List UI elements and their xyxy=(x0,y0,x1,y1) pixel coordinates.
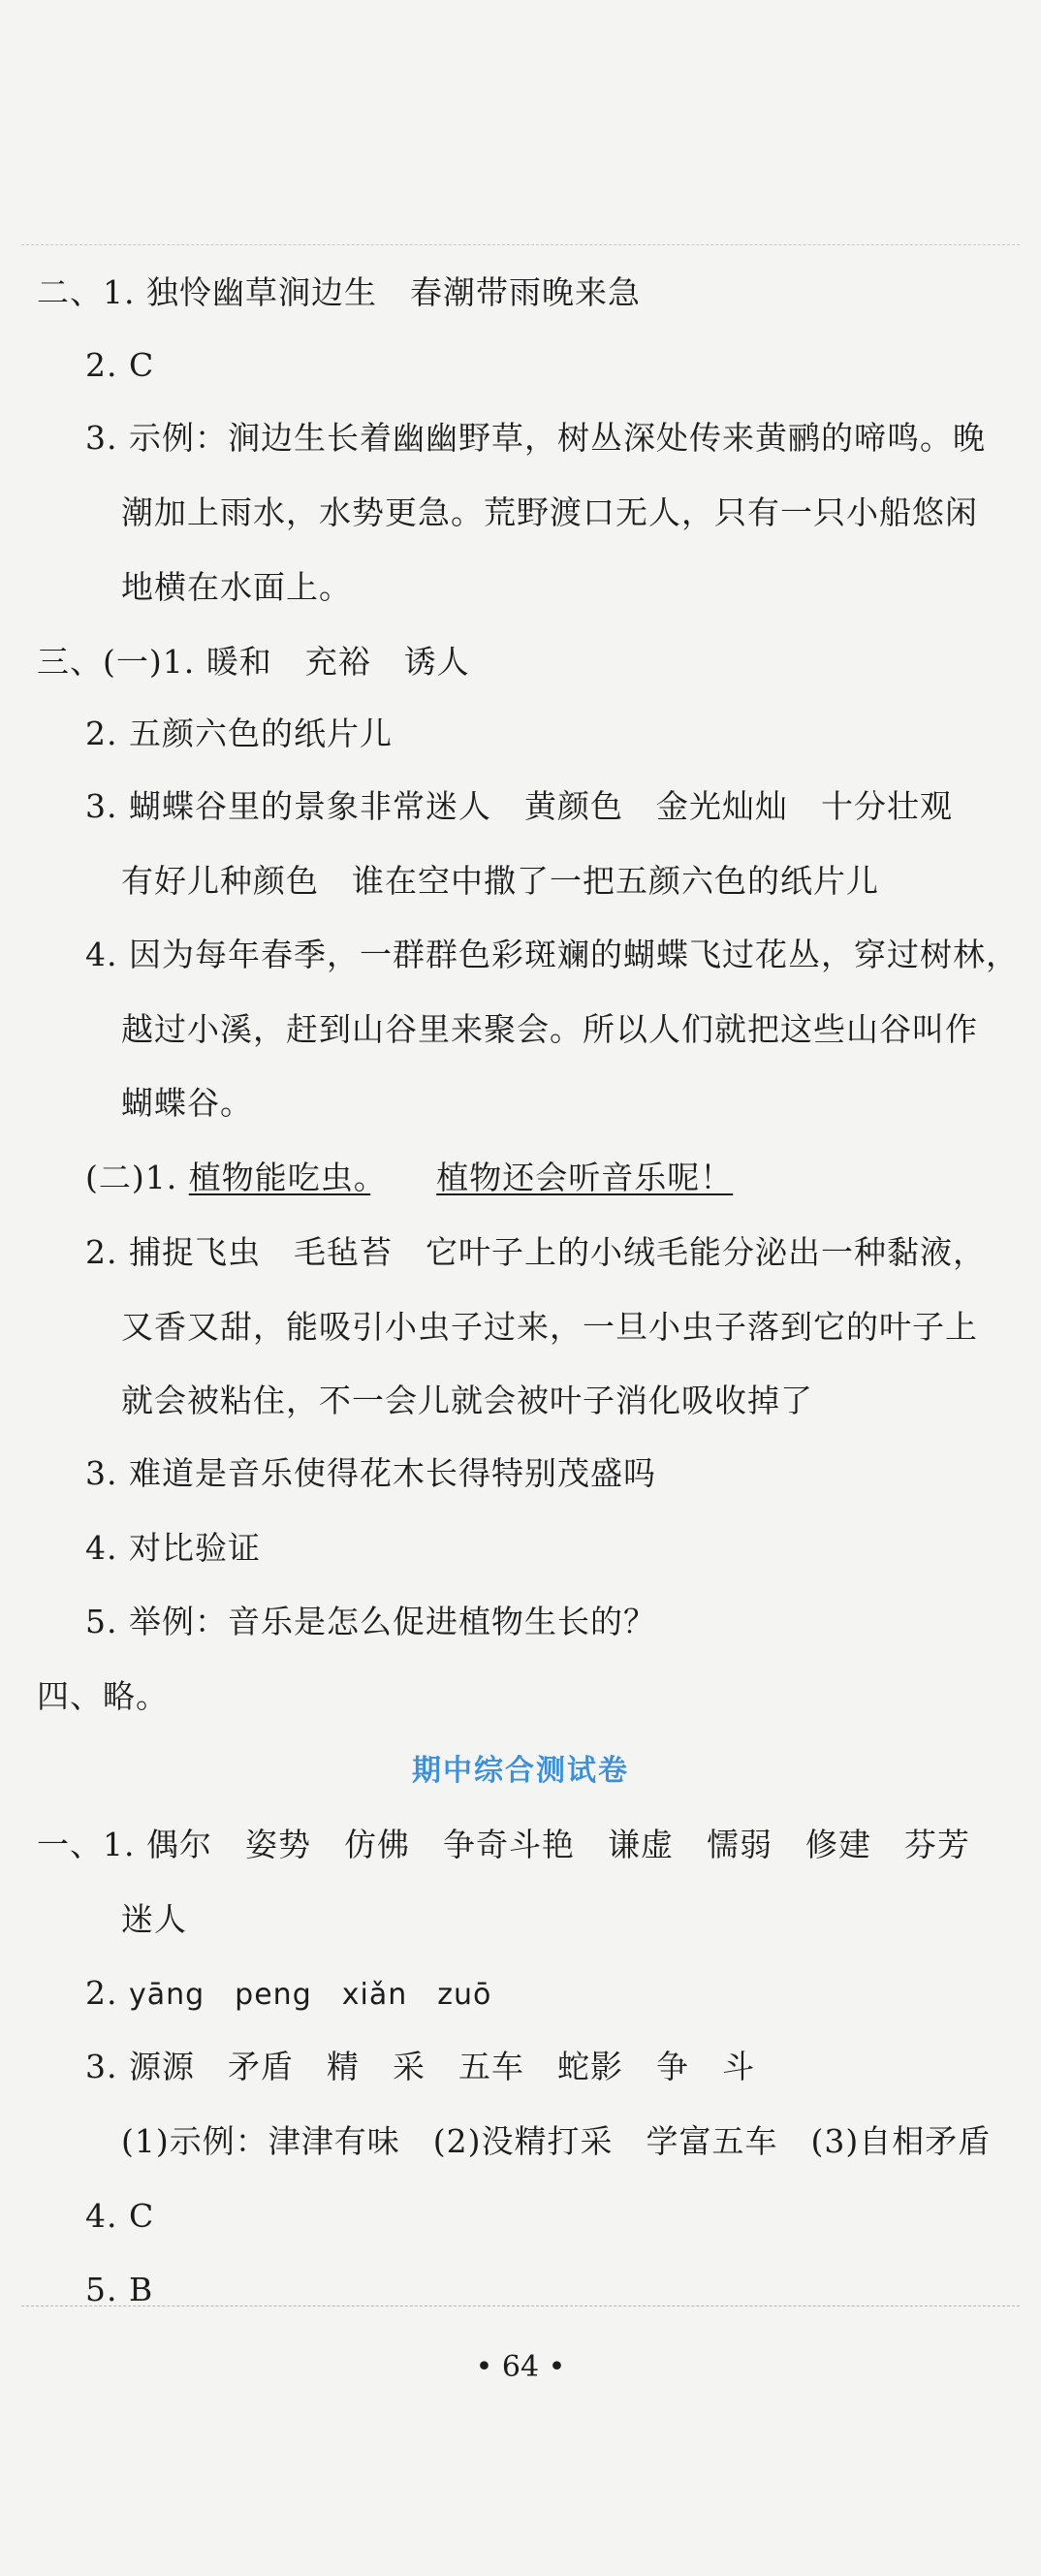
top-divider xyxy=(21,244,1020,245)
sec2-q3-l3: 地横在水面上。 xyxy=(121,568,352,606)
sec3-p1-q4-l2: 越过小溪，赶到山谷里来聚会。所以人们就把这些山谷叫作 xyxy=(121,1010,978,1048)
sec3-p2-q5: 5. 举例：音乐是怎么促进植物生长的？ xyxy=(85,1603,656,1640)
sec3-p1-q4-l1: 4. 因为每年春季，一群群色彩斑斓的蝴蝶飞过花丛，穿过树林， xyxy=(85,936,1019,973)
mid-q2 xyxy=(85,1974,491,2015)
sec3-p2-q2-l1: 2. 捕捉飞虫 毛毡苔 它叶子上的小绒毛能分泌出一种黏液， xyxy=(85,1233,986,1271)
mid-q4: 4. C xyxy=(85,2197,155,2235)
sec3-p2-q2-l2: 又香又甜，能吸引小虫子过来，一旦小虫子落到它的叶子上 xyxy=(121,1308,978,1346)
mid-q2-num: 2. xyxy=(85,1974,129,2012)
sec3-p2-answer-b: 植物还会听音乐呢！ xyxy=(436,1159,734,1196)
sec3-p1-q3-l1: 3. 蝴蝶谷里的景象非常迷人 黄颜色 金光灿灿 十分壮观 xyxy=(85,787,953,825)
mid-q2-pinyin: yāng peng xiǎn zuō xyxy=(128,1978,492,2012)
sec3-p2-q1 xyxy=(85,1159,733,1197)
sec3-p1-q3-l2: 有好儿种颜色 谁在空中撒了一把五颜六色的纸片儿 xyxy=(121,862,879,900)
sec2-q3-l2: 潮加上雨水，水势更急。荒野渡口无人，只有一只小船悠闲 xyxy=(121,493,978,531)
sec2-q3-l1: 3. 示例：涧边生长着幽幽野草，树丛深处传来黄鹂的啼鸣。晚 xyxy=(85,419,986,457)
sec3-p2-prefix: (二)1. xyxy=(85,1159,189,1196)
mid-q3-l2: (1)示例：津津有味 (2)没精打采 学富五车 (3)自相矛盾 xyxy=(121,2122,992,2160)
sec4: 四、略。 xyxy=(37,1677,169,1715)
mid-q1-l1: 一、1. 偶尔 姿势 仿佛 争奇斗艳 谦虚 懦弱 修建 芬芳 xyxy=(37,1826,970,1863)
sec3-p2-gap xyxy=(370,1159,436,1196)
midterm-title: 期中综合测试卷 xyxy=(412,1754,629,1788)
sec3-p2-answer-a: 植物能吃虫。 xyxy=(188,1159,371,1196)
sec2-q1: 二、1. 独怜幽草涧边生 春潮带雨晚来急 xyxy=(37,273,641,311)
sec3-p1-q2: 2. 五颜六色的纸片儿 xyxy=(85,715,393,752)
sec3-p2-q2-l3: 就会被粘住，不一会儿就会被叶子消化吸收掉了 xyxy=(121,1382,813,1419)
sec3-p1-q4-l3: 蝴蝶谷。 xyxy=(121,1084,253,1122)
mid-q1-l2: 迷人 xyxy=(121,1900,187,1938)
sec2-q2: 2. C xyxy=(85,346,155,384)
sec3-p2-q3: 3. 难道是音乐使得花木长得特别茂盛吗 xyxy=(85,1454,656,1492)
sec3-p2-q4: 4. 对比验证 xyxy=(85,1529,261,1567)
page-number: • 64 • xyxy=(475,2350,566,2384)
mid-q5: 5. B xyxy=(85,2271,154,2308)
mid-q3-l1: 3. 源源 矛盾 精 采 五车 蛇影 争 斗 xyxy=(85,2048,755,2085)
sec3-p1-q1: 三、(一)1. 暖和 充裕 诱人 xyxy=(37,643,470,681)
